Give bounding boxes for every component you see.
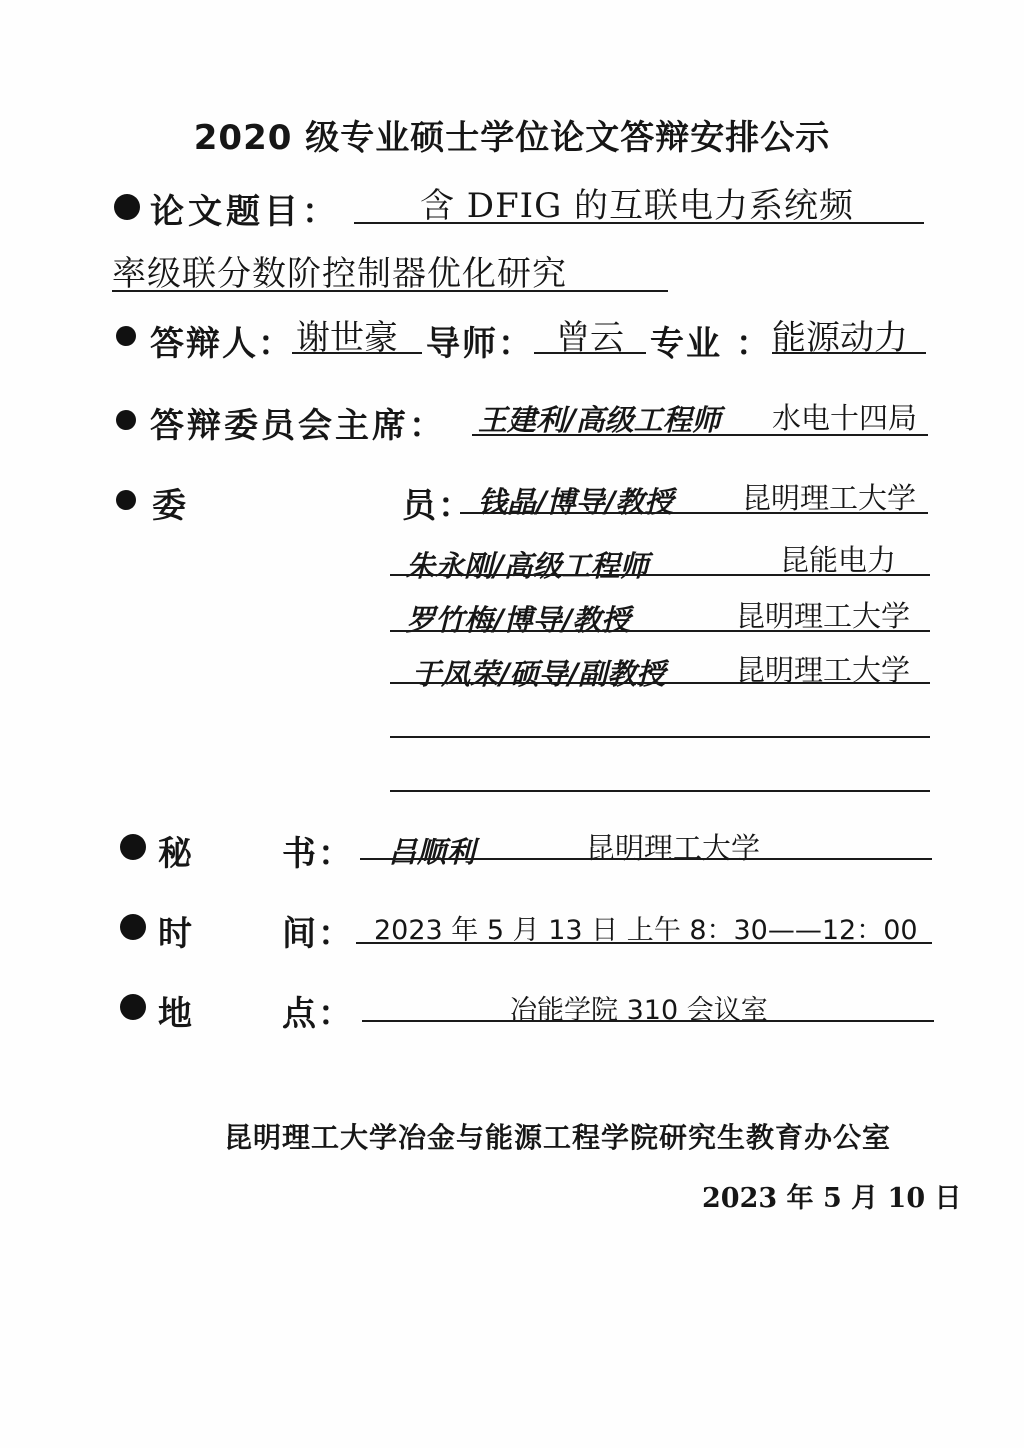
bullet-icon [120,994,146,1020]
member-name: 罗竹梅/博导/教授 [406,603,631,637]
issue-date: 2023 年 5 月 10 日 [702,1183,962,1214]
chair-label: 答辩委员会主席： [150,406,446,446]
time-label-2: 间： [282,914,354,954]
member-underline [390,630,930,632]
secretary-label-2: 书： [282,834,354,874]
advisor-underline [534,352,646,354]
committee-label-2: 员： [402,486,474,526]
respondent-underline [292,352,422,354]
secretary-org: 昆明理工大学 [586,831,761,865]
bullet-icon [116,490,136,510]
page-title: 2020 级专业硕士学位论文答辩安排公示 [193,118,831,158]
secretary-underline [360,858,932,860]
member-org: 昆明理工大学 [736,653,911,687]
secretary-label-1: 秘 [158,834,196,874]
bullet-icon [120,834,146,860]
member-underline [390,682,930,684]
major-label: 专业 ： [650,324,772,364]
committee-label-1: 委 [152,486,190,526]
blank-underline [390,736,930,738]
bullet-icon [116,410,136,430]
member-name: 朱永刚/高级工程师 [406,549,649,583]
secretary-name: 吕顺利 [388,835,476,869]
issuing-office: 昆明理工大学冶金与能源工程学院研究生教育办公室 [224,1121,892,1154]
place-underline [362,1020,934,1022]
chair-org: 水电十四局 [772,401,918,435]
time-label-1: 时 [158,914,196,954]
thesis-label: 论文题目： [150,192,340,232]
member-name: 于凤荣/硕导/副教授 [412,657,666,691]
major-value: 能源动力 [772,318,908,358]
advisor-label: 导师： [426,324,534,364]
member-underline [390,574,930,576]
thesis-title-line2: 率级联分数阶控制器优化研究 [112,254,567,294]
thesis-title-line1: 含 DFIG 的互联电力系统频 [420,186,855,226]
member-underline [460,512,928,514]
member-org: 昆明理工大学 [736,599,911,633]
member-org: 昆明理工大学 [742,481,917,515]
bullet-icon [114,194,140,220]
respondent-name: 谢世豪 [296,318,398,358]
thesis-underline-1 [354,222,924,224]
chair-name: 王建利/高级工程师 [478,403,721,437]
bullet-icon [120,914,146,940]
blank-underline [390,790,930,792]
time-value: 2023 年 5 月 13 日 上午 8：30——12：00 [374,915,918,946]
thesis-underline-2 [112,290,668,292]
chair-underline [472,434,928,436]
member-name: 钱晶/博导/教授 [478,485,674,519]
place-value: 冶能学院 310 会议室 [510,995,768,1026]
advisor-name: 曾云 [556,318,624,358]
place-label-1: 地 [158,994,196,1034]
place-label-2: 点： [282,994,354,1034]
major-underline [772,352,926,354]
member-org: 昆能电力 [780,543,897,577]
respondent-label: 答辩人： [150,324,294,364]
bullet-icon [116,326,136,346]
time-underline [356,942,932,944]
